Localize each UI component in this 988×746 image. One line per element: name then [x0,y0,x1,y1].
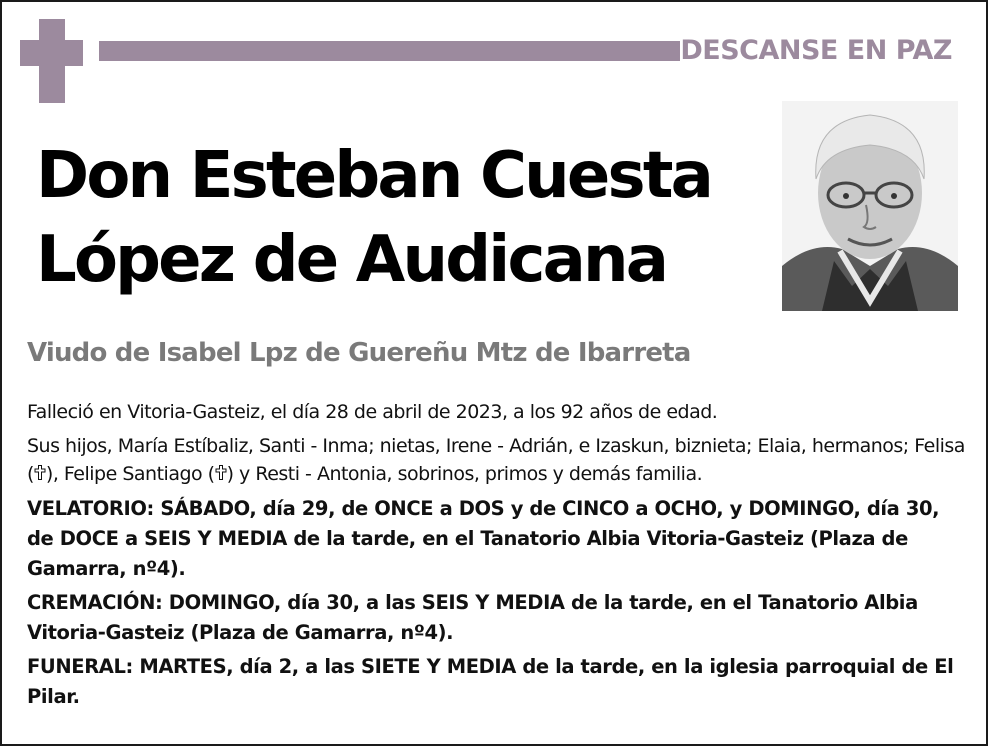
portrait-photo [782,101,958,311]
notice-body [27,398,967,716]
portrait-illustration [782,101,958,311]
name-line-1: Don Esteban Cuesta [36,139,712,213]
deceased-name [36,134,771,302]
family-text-1: Sus hijos, María Estíbaliz, Santi - Inma; nietas, Irene - Adrián, e Izaskun, biznieta; Elaia, hermanos; Felisa ( [27,435,965,485]
death-statement: Falleció en Vitoria-Gasteiz, el día 28 de abril de 2023, a los 92 años de edad. [27,401,718,423]
cremation-details: CREMACIÓN: DOMINGO, día 30, a las SEIS Y MEDIA de la tarde, en el Tanatorio Albia Vitoria-Gasteiz (Plaza de Gamarra, nº4). [27,591,918,644]
family-text-3: ) y Resti - Antonia, sobrinos, primos y demás familia. [226,463,703,485]
header-rule [99,41,680,61]
wake-details: VELATORIO: SÁBADO, día 29, de ONCE a DOS y de CINCO a OCHO, y DOMINGO, día 30, de DOCE a SEIS Y MEDIA de la tarde, en el Tanatorio Albia Vitoria-Gasteiz (Plaza de Gamarra, nº4). [27,497,940,580]
cross-icon-bar [20,40,83,66]
small-cross-icon [215,460,227,488]
family-statement [27,432,967,488]
small-cross-icon [34,460,46,488]
family-text-2: ), Felipe Santiago ( [45,463,215,485]
widower-subtitle: Viudo de Isabel Lpz de Guereñu Mtz de Ibarreta [27,338,691,368]
funeral-details: FUNERAL: MARTES, día 2, a las SIETE Y MEDIA de la tarde, en la iglesia parroquial de El Pilar. [27,655,954,708]
name-line-2: López de Audicana [36,223,667,297]
rest-in-peace-label: DESCANSE EN PAZ [680,35,952,66]
